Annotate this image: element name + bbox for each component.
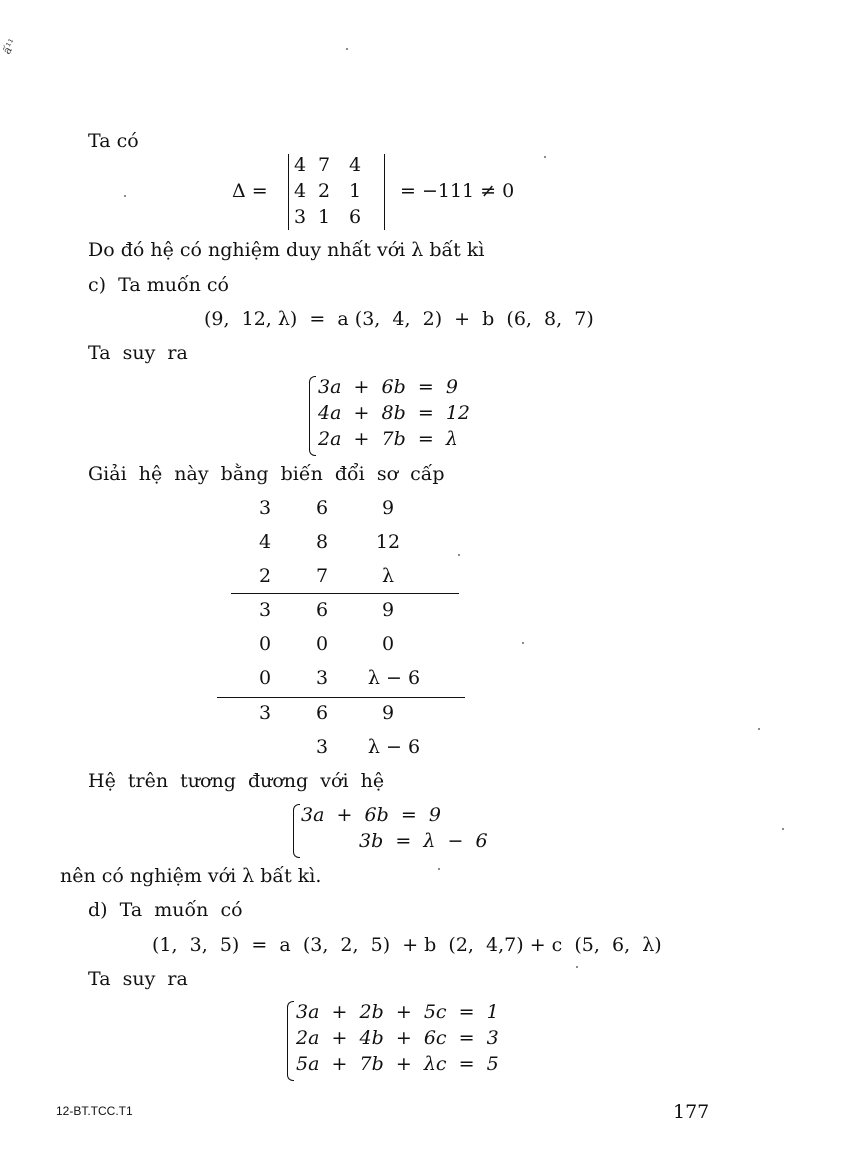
scan-speck — [576, 966, 578, 968]
system-c-line: 4a + 8b = 12 — [318, 402, 470, 424]
text-ta-co: Ta có — [88, 130, 139, 152]
table-cell: 4 — [258, 531, 272, 553]
system-equiv-line: 3a + 6b = 9 — [301, 804, 441, 826]
system-d-brace — [287, 1001, 294, 1081]
table-rule-1 — [231, 593, 459, 594]
scan-speck — [124, 195, 126, 197]
table-cell: 0 — [258, 667, 272, 689]
determinant-matrix — [290, 154, 384, 232]
table-cell: 9 — [381, 599, 395, 621]
margin-note: ấ¹¹ — [0, 36, 20, 57]
system-c-line: 3a + 6b = 9 — [318, 376, 458, 398]
scan-speck — [522, 642, 524, 644]
table-cell: λ − 6 — [367, 667, 421, 689]
det-cell: 1 — [317, 206, 331, 228]
scan-speck — [346, 48, 348, 50]
table-cell: 3 — [258, 599, 272, 621]
scan-speck — [544, 156, 546, 158]
scan-speck — [458, 554, 460, 556]
table-cell: λ — [381, 565, 395, 587]
text-he-tren: Hệ trên tương đương với hệ — [88, 770, 385, 792]
table-cell: 3 — [315, 736, 329, 758]
table-cell: 2 — [258, 565, 272, 587]
scan-speck — [782, 828, 784, 830]
system-equiv-brace — [293, 804, 300, 858]
system-c-brace — [309, 376, 316, 456]
det-cell: 4 — [293, 180, 307, 202]
det-cell: 3 — [293, 206, 307, 228]
text-ta-suy-ra-1: Ta suy ra — [88, 342, 188, 364]
det-cell: 4 — [348, 154, 362, 176]
det-cell: 1 — [348, 180, 362, 202]
table-cell: 3 — [258, 702, 272, 724]
table-cell: 0 — [315, 633, 329, 655]
table-cell: 12 — [375, 531, 401, 553]
det-cell: 4 — [293, 154, 307, 176]
table-cell: 7 — [315, 565, 329, 587]
system-d-line: 5a + 7b + λc = 5 — [296, 1053, 499, 1075]
table-cell: 3 — [315, 667, 329, 689]
det-cell: 7 — [317, 154, 331, 176]
table-cell: 3 — [258, 497, 272, 519]
text-giai-he: Giải hệ này bằng biến đổi sơ cấp — [88, 463, 445, 485]
part-d-intro: d) Ta muốn có — [88, 899, 243, 921]
table-rule-2 — [217, 697, 465, 698]
text-co-nghiem: nên có nghiệm với λ bất kì. — [60, 865, 322, 887]
table-cell: 9 — [381, 702, 395, 724]
system-d-line: 2a + 4b + 6c = 3 — [296, 1027, 499, 1049]
equation-c: (9, 12, λ) = a (3, 4, 2) + b (6, 8, 7) — [204, 308, 594, 330]
det-cell: 6 — [348, 206, 362, 228]
table-cell: 0 — [258, 633, 272, 655]
table-cell: 8 — [315, 531, 329, 553]
table-cell: 0 — [381, 633, 395, 655]
table-cell: 9 — [381, 497, 395, 519]
part-c-intro: c) Ta muốn có — [88, 274, 229, 296]
text-ta-suy-ra-2: Ta suy ra — [88, 968, 188, 990]
table-cell: 6 — [315, 702, 329, 724]
text-unique-solution: Do đó hệ có nghiệm duy nhất với λ bất kì — [88, 239, 485, 261]
scan-speck — [438, 868, 440, 870]
equation-d: (1, 3, 5) = a (3, 2, 5) + b (2, 4,7) + c (5, 6, λ) — [152, 934, 662, 956]
table-cell: λ − 6 — [367, 736, 421, 758]
table-cell: 6 — [315, 497, 329, 519]
delta-symbol: Δ = — [232, 180, 268, 202]
scan-speck — [758, 728, 760, 730]
system-equiv-line: 3b = λ − 6 — [359, 830, 488, 852]
footer-code: 12-BT.TCC.T1 — [56, 1104, 133, 1118]
system-d-line: 3a + 2b + 5c = 1 — [296, 1001, 499, 1023]
determinant-result: = −111 ≠ 0 — [400, 180, 515, 202]
system-c-line: 2a + 7b = λ — [318, 428, 458, 450]
determinant-right-bar — [384, 154, 385, 230]
page-number: 177 — [673, 1101, 710, 1123]
det-cell: 2 — [317, 180, 331, 202]
table-cell: 6 — [315, 599, 329, 621]
